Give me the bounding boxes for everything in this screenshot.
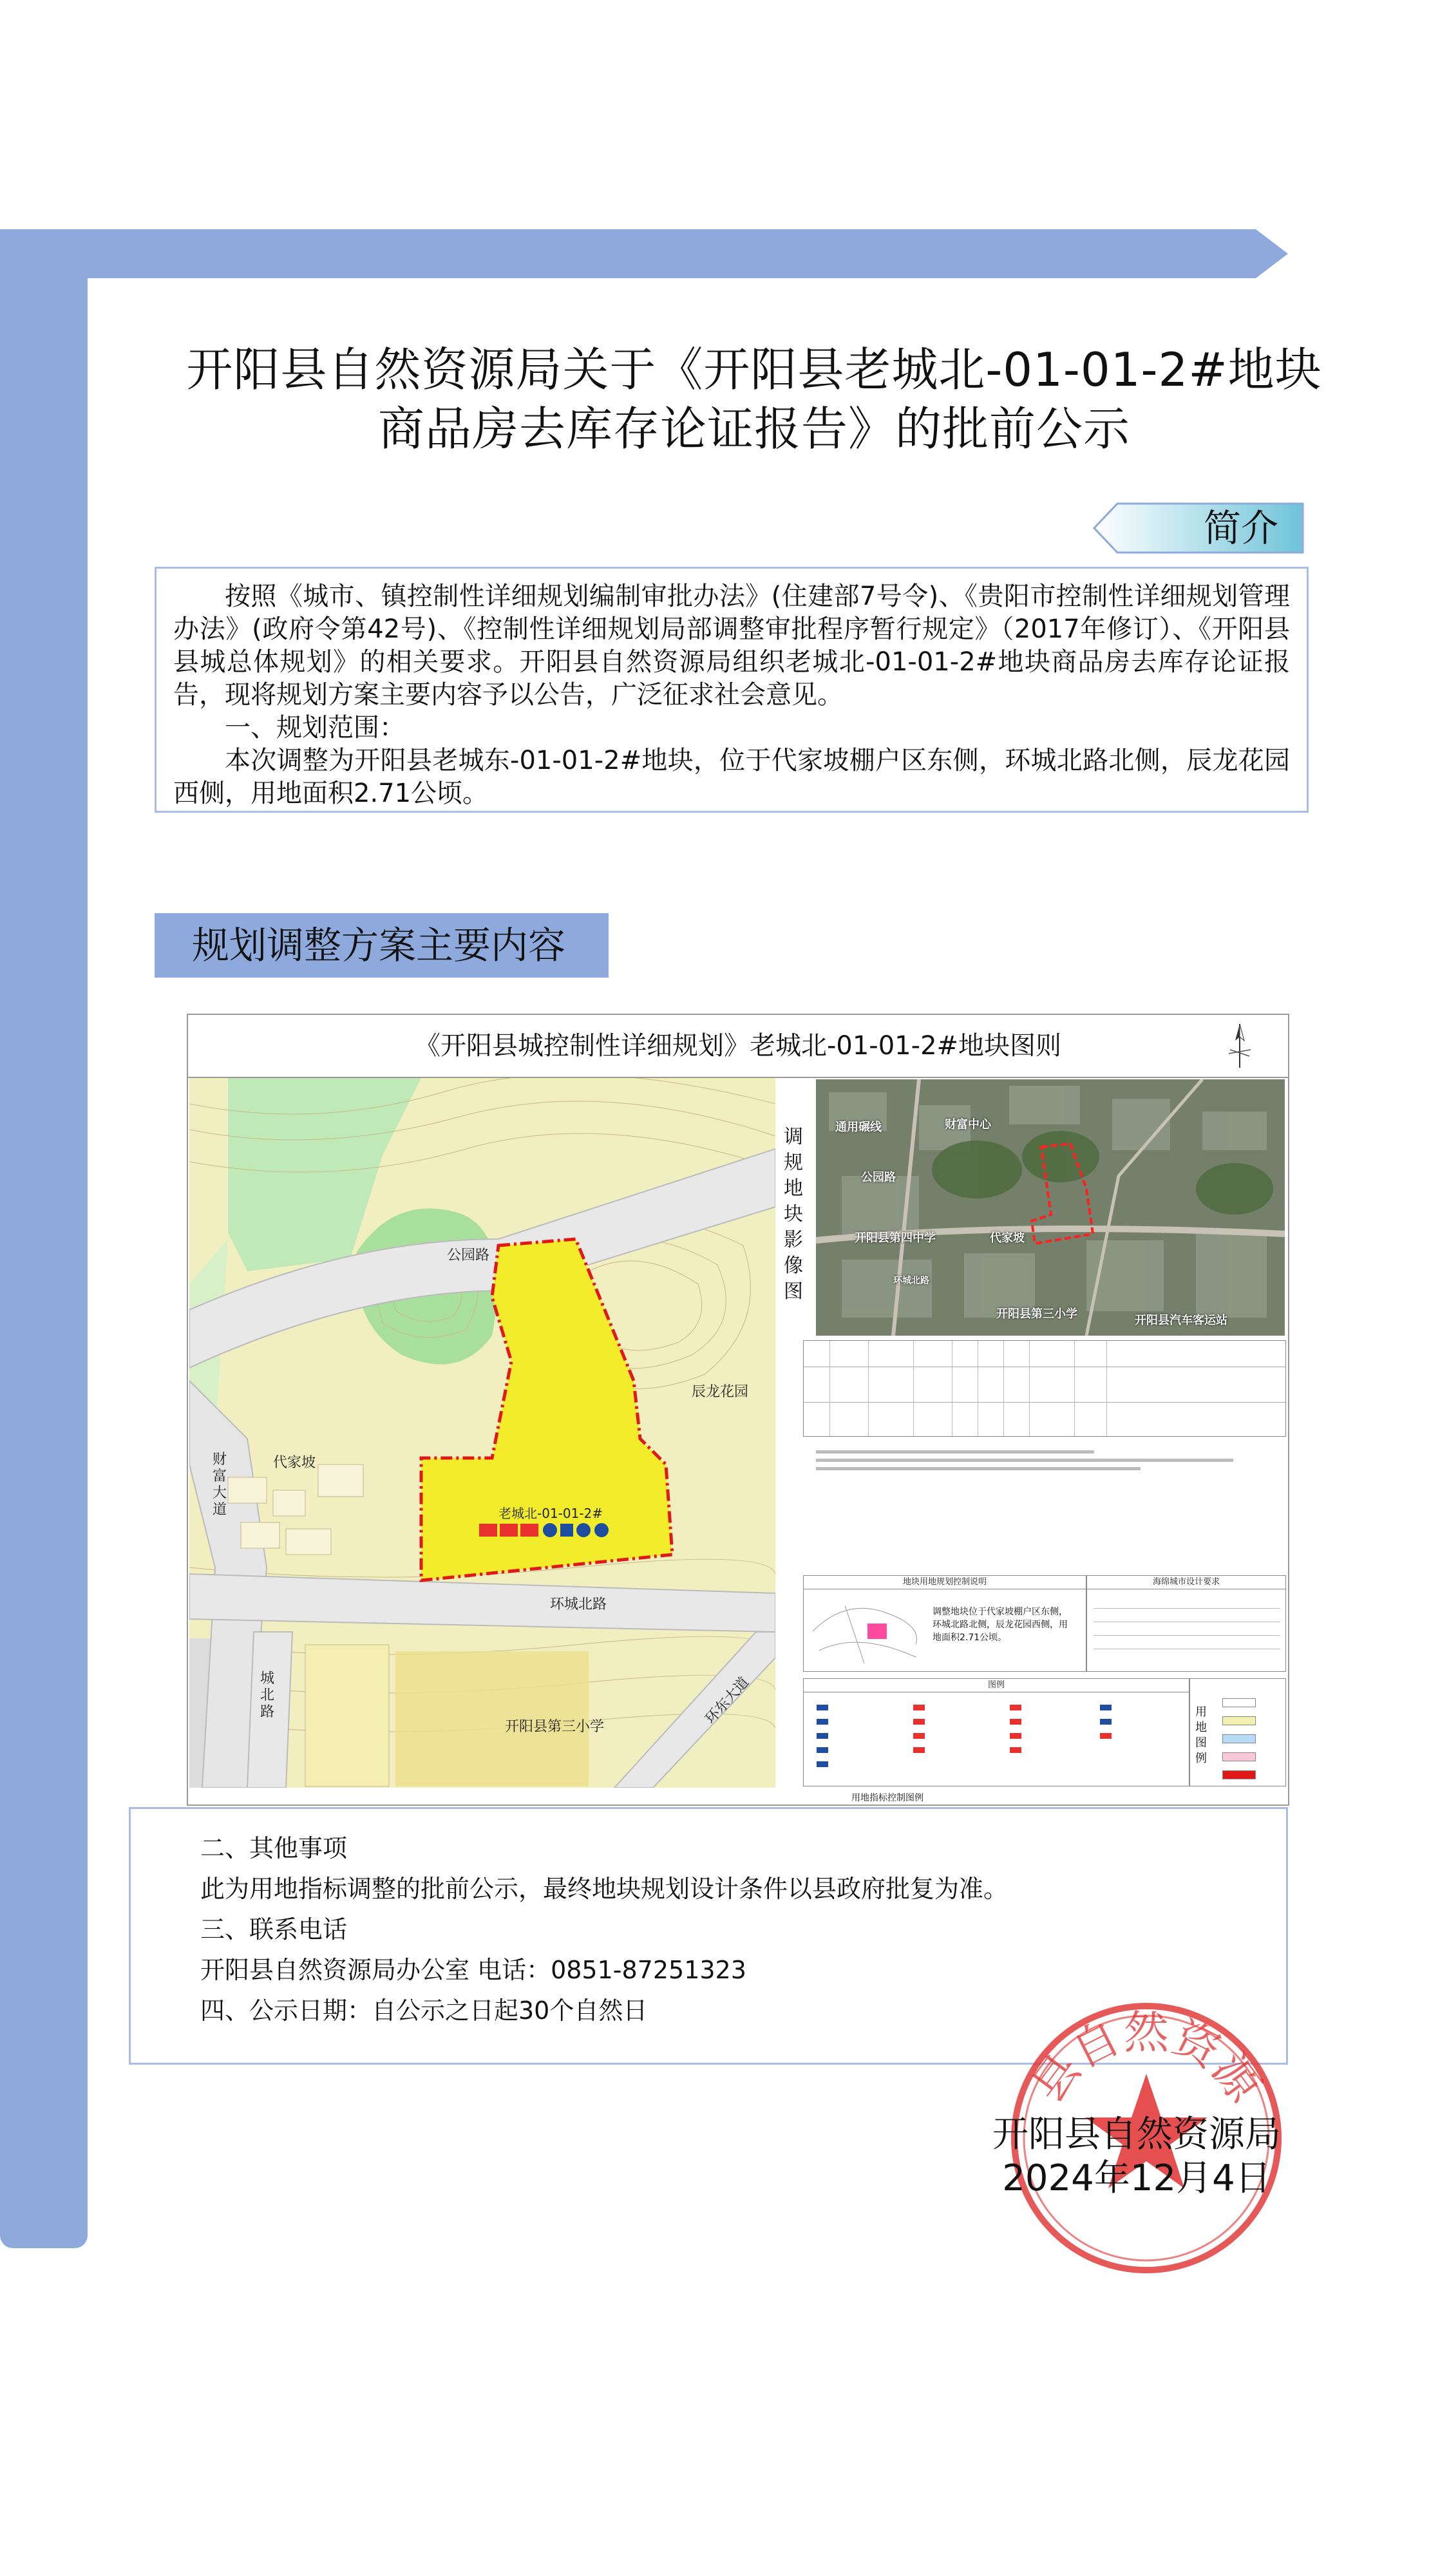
aerial-label-8: 开阳县汽车客运站 bbox=[1135, 1314, 1227, 1327]
table-col-divider bbox=[1074, 1341, 1075, 1436]
topographic-map bbox=[189, 1078, 775, 1788]
other-heading: 二、其他事项 bbox=[200, 1834, 348, 1862]
control-panel-text: 调整地块位于代家坡棚户区东侧，环城北路北侧，辰龙花园西侧，用地面积2.71公顷。 bbox=[933, 1607, 1068, 1643]
intro-box bbox=[155, 567, 1309, 813]
page-title-line1: 开阳县自然资源局关于《开阳县老城北-01-01-2#地块 bbox=[186, 343, 1322, 397]
control-panel bbox=[803, 1575, 1086, 1672]
label-parcel: 老城北-01-01-2# bbox=[498, 1506, 603, 1521]
aerial-label-4: 开阳县第四中学 bbox=[855, 1231, 936, 1245]
intro-tag bbox=[1092, 501, 1304, 555]
sponge-panel-header bbox=[1087, 1576, 1285, 1589]
land-use-legend bbox=[1189, 1678, 1286, 1786]
intro-paragraph-2: 本次调整为开阳县老城东-01-01-2#地块，位于代家坡棚户区东侧，环城北路北侧，辰龙花园西侧，用地面积2.71公顷。 bbox=[173, 746, 1290, 808]
note-line bbox=[816, 1459, 1233, 1462]
table-notes bbox=[816, 1445, 1280, 1484]
label-chengbei-road: 城北路 bbox=[260, 1671, 275, 1720]
bottom-strip bbox=[188, 1790, 1288, 1806]
note-line bbox=[816, 1450, 1094, 1454]
table-col-divider bbox=[1106, 1341, 1107, 1436]
signature-date: 2024年12月4日 bbox=[1002, 2157, 1271, 2199]
publicity-period: 四、公示日期：自公示之日起30个自然日 bbox=[200, 1996, 648, 2025]
label-ring-road: 环城北路 bbox=[550, 1596, 607, 1613]
legend-panel-title: 图例 bbox=[987, 1680, 1005, 1690]
label-park-road: 公园路 bbox=[447, 1247, 490, 1264]
legend-panel bbox=[803, 1678, 1189, 1786]
locator-map bbox=[806, 1593, 922, 1669]
intro-paragraph-1: 按照《城市、镇控制性详细规划编制审批办法》(住建部7号令)、《贵阳市控制性详细规划管理办法》(政府令第42号)、《控制性详细规划局部调整审批程序暂行规定》（2017年修订）、《开阳县县城总体规划》的相关要求。开阳县自然资源局组织老城北-01-01-2#地块商品房去库存论证报告，现将规划方案主要内容予以公告，广泛征求社会意见。 bbox=[173, 582, 1290, 710]
indicator-table bbox=[803, 1340, 1286, 1437]
aerial-caption: 调规地块影像图 bbox=[784, 1126, 803, 1303]
table-col-divider bbox=[1029, 1341, 1030, 1436]
contact-heading: 三、联系电话 bbox=[200, 1915, 348, 1944]
label-school: 开阳县第三小学 bbox=[505, 1719, 605, 1735]
land-use-legend-label: 用地图例 bbox=[1195, 1705, 1207, 1765]
aerial-label-5: 代家坡 bbox=[990, 1231, 1025, 1245]
aerial-image-drawing bbox=[816, 1079, 1285, 1336]
label-daijiapo: 代家坡 bbox=[273, 1455, 316, 1471]
aerial-image bbox=[816, 1079, 1285, 1336]
aerial-label-3: 公园路 bbox=[861, 1171, 896, 1184]
table-col-divider bbox=[1003, 1341, 1004, 1436]
banner-arrow bbox=[1256, 229, 1288, 278]
left-banner bbox=[0, 229, 88, 2248]
legend-panel-header bbox=[804, 1679, 1189, 1692]
note-line bbox=[816, 1467, 1141, 1470]
section-label bbox=[155, 913, 609, 978]
sponge-panel bbox=[1086, 1575, 1286, 1672]
top-banner bbox=[0, 229, 1256, 278]
north-arrow-icon bbox=[1217, 1021, 1262, 1070]
aerial-label-6: 环城北路 bbox=[893, 1276, 929, 1286]
contact-text: 开阳县自然资源局办公室 电话：0851-87251323 bbox=[200, 1956, 746, 1984]
aerial-label-7: 开阳县第三小学 bbox=[996, 1307, 1077, 1321]
label-caifu-avenue: 财富大道 bbox=[213, 1452, 227, 1518]
lower-panels bbox=[803, 1575, 1286, 1788]
sponge-table bbox=[1094, 1595, 1280, 1666]
control-panel-title: 地块用地规划控制说明 bbox=[902, 1577, 987, 1587]
intro-heading-scope: 一、规划范围： bbox=[225, 713, 405, 743]
table-row bbox=[804, 1341, 1285, 1367]
label-xiaocheng-road: 环东大道 bbox=[702, 1674, 753, 1727]
table-row bbox=[804, 1367, 1285, 1403]
map-title: 《开阳县城控制性详细规划》老城北-01-01-2#地块图则 bbox=[414, 1031, 1062, 1061]
control-panel-header bbox=[804, 1576, 1086, 1589]
table-col-divider bbox=[868, 1341, 869, 1436]
planning-map bbox=[187, 1014, 1289, 1806]
label-chenlong-garden: 辰龙花园 bbox=[692, 1384, 749, 1400]
section-label-text: 规划调整方案主要内容 bbox=[192, 923, 566, 967]
signature-org: 开阳县自然资源局 bbox=[992, 2114, 1281, 2155]
aerial-label-2: 财富中心 bbox=[945, 1118, 991, 1132]
page-title-line2: 商品房去库存论证报告》的批前公示 bbox=[377, 402, 1130, 456]
intro-tag-label: 简介 bbox=[1203, 506, 1278, 550]
map-header bbox=[188, 1015, 1288, 1078]
bottom-strip-caption: 用地指标控制图例 bbox=[851, 1793, 923, 1803]
seal-text: 县自然资源 bbox=[1021, 2006, 1271, 2112]
table-col-divider bbox=[913, 1341, 914, 1436]
topographic-map-drawing bbox=[189, 1078, 775, 1788]
sponge-panel-title: 海绵城市设计要求 bbox=[1152, 1577, 1220, 1587]
table-row bbox=[804, 1402, 1285, 1437]
other-text: 此为用地指标调整的批前公示，最终地块规划设计条件以县政府批复为准。 bbox=[200, 1875, 1009, 1903]
table-col-divider bbox=[829, 1341, 830, 1436]
aerial-label-1: 通用碾线 bbox=[835, 1121, 882, 1134]
